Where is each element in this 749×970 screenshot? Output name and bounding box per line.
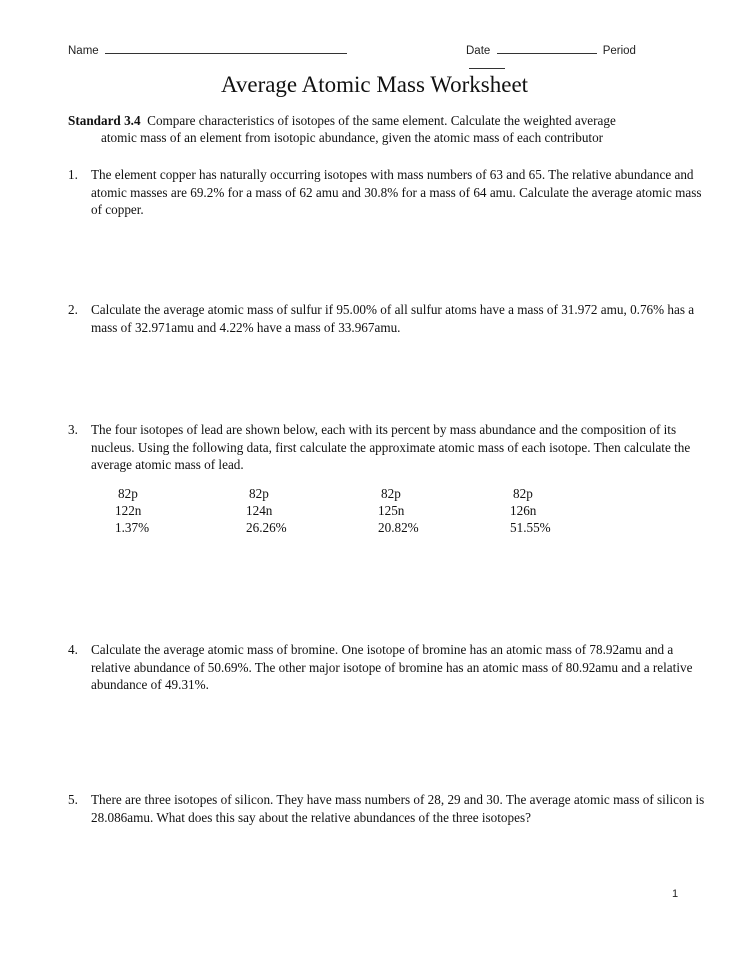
isotope-abundance: 26.26%	[246, 520, 287, 535]
isotope-abundance: 1.37%	[115, 520, 150, 535]
isotope-neutrons: 125n	[378, 503, 405, 518]
standard-line-1	[68, 112, 718, 129]
name-field[interactable]	[68, 42, 347, 57]
isotope-abundance: 51.55%	[510, 520, 551, 535]
isotope-protons: 82p	[381, 486, 401, 501]
header-fields	[68, 42, 678, 60]
question-5	[68, 791, 708, 826]
lead-isotope-table	[115, 485, 595, 545]
isotope-neutrons: 124n	[246, 503, 273, 518]
date-label: Date	[466, 45, 491, 57]
isotope-protons: 82p	[249, 486, 269, 501]
question-number: 5.	[68, 792, 78, 807]
isotope-column	[510, 485, 551, 536]
question-text: The element copper has naturally occurring isotopes with mass numbers of 63 and 65. The relative abundance and atomic masses are 69.2% for a mass of 62 amu and 30.8% for a mass of 64 amu. Calculate the average atomic mass of copper.	[91, 167, 702, 217]
question-number: 3.	[68, 422, 78, 437]
question-number: 4.	[68, 642, 78, 657]
question-2	[68, 301, 708, 336]
isotope-abundance: 20.82%	[378, 520, 419, 535]
name-label: Name	[68, 45, 99, 57]
question-text: Calculate the average atomic mass of bromine. One isotope of bromine has an atomic mass of 78.92amu and a relative abundance of 50.69%. The other major isotope of bromine has an atomic mass of 80.92amu and a relative abundance of 49.31%.	[91, 642, 693, 692]
standard-text-1: Compare characteristics of isotopes of the same element. Calculate the weighted average	[147, 113, 616, 128]
isotope-column	[246, 485, 287, 536]
question-text: The four isotopes of lead are shown below, each with its percent by mass abundance and the composition of its nucleus. Using the following data, first calculate the approximate atomic mass of each isotope. Then calculate the average atomic mass of lead.	[91, 422, 691, 472]
isotope-protons: 82p	[118, 486, 138, 501]
question-1	[68, 166, 708, 219]
question-text: Calculate the average atomic mass of sulfur if 95.00% of all sulfur atoms have a mass of 31.972 amu, 0.76% has a mass of 32.971amu and 4.22% have a mass of 33.967amu.	[91, 302, 695, 335]
isotope-column	[115, 485, 149, 536]
standard-line-2: atomic mass of an element from isotopic abundance, given the atomic mass of each contributor	[101, 130, 604, 145]
question-text: There are three isotopes of silicon. They have mass numbers of 28, 29 and 30. The average atomic mass of silicon is 28.086amu. What does this say about the relative abundances of the three isotopes?	[91, 792, 705, 825]
question-number: 2.	[68, 302, 78, 317]
question-3	[68, 421, 708, 474]
standard-statement	[68, 112, 718, 146]
period-label: Period	[602, 45, 636, 57]
isotope-column	[378, 485, 419, 536]
date-blank[interactable]	[497, 42, 597, 54]
isotope-protons: 82p	[513, 486, 533, 501]
standard-label: Standard 3.4	[68, 113, 141, 128]
name-blank[interactable]	[105, 42, 347, 54]
question-4	[68, 641, 708, 694]
date-period-fields	[466, 42, 678, 72]
page-title: Average Atomic Mass Worksheet	[220, 72, 529, 97]
isotope-neutrons: 126n	[510, 503, 537, 518]
isotope-neutrons: 122n	[115, 503, 142, 518]
question-number: 1.	[68, 167, 78, 182]
period-blank[interactable]	[469, 57, 505, 69]
page-number: 1	[672, 888, 679, 900]
